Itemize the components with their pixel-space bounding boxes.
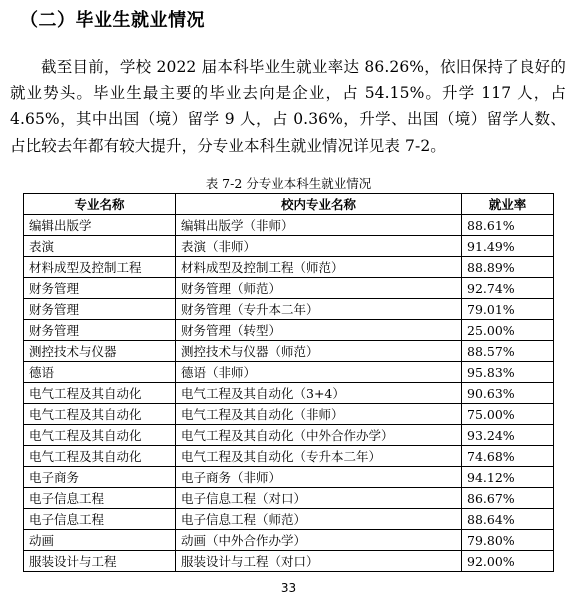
cell-major: 财务管理 — [24, 278, 176, 299]
cell-rate: 74.68% — [462, 446, 554, 467]
table-row — [24, 530, 554, 551]
table-row — [24, 299, 554, 320]
cell-school-major: 编辑出版学（非师） — [176, 215, 462, 236]
page-number: 33 — [280, 581, 297, 595]
cell-rate: 91.49% — [462, 236, 554, 257]
table-row — [24, 257, 554, 278]
cell-rate: 79.80% — [462, 530, 554, 551]
cell-rate: 79.01% — [462, 299, 554, 320]
cell-school-major: 电气工程及其自动化（中外合作办学） — [176, 425, 462, 446]
table-row — [24, 509, 554, 530]
cell-rate: 86.67% — [462, 488, 554, 509]
table-row — [24, 215, 554, 236]
cell-major: 电气工程及其自动化 — [24, 425, 176, 446]
table-row — [24, 488, 554, 509]
cell-major: 电子信息工程 — [24, 488, 176, 509]
employment-table — [23, 193, 554, 572]
cell-rate: 92.74% — [462, 278, 554, 299]
table-caption: 表 7-2 分专业本科生就业情况 — [205, 176, 372, 191]
cell-school-major: 动画（中外合作办学） — [176, 530, 462, 551]
cell-school-major: 电子商务（非师） — [176, 467, 462, 488]
cell-school-major: 测控技术与仪器（师范） — [176, 341, 462, 362]
cell-rate: 93.24% — [462, 425, 554, 446]
table-row — [24, 467, 554, 488]
table-row — [24, 551, 554, 572]
cell-major: 服装设计与工程 — [24, 551, 176, 572]
cell-major: 电气工程及其自动化 — [24, 446, 176, 467]
cell-rate: 88.64% — [462, 509, 554, 530]
cell-major: 编辑出版学 — [24, 215, 176, 236]
header-major: 专业名称 — [24, 194, 176, 215]
body-paragraph: 截至目前，学校 2022 届本科毕业生就业率达 86.26%，依旧保持了良好的就业势头。毕业生最主要的毕业去向是企业，占 54.15%。升学 117 人，占 4.65%，其中出国（境）留学 9 人，占 0.36%，升学、出国（境）留学人数、占比较去年都有较大提升，分专业本科生就业情况详见表 7-2。 — [10, 57, 566, 155]
cell-major: 电气工程及其自动化 — [24, 404, 176, 425]
cell-school-major: 材料成型及控制工程（师范） — [176, 257, 462, 278]
section-heading: （二）毕业生就业情况 — [20, 10, 205, 31]
cell-rate: 75.00% — [462, 404, 554, 425]
cell-school-major: 财务管理（转型） — [176, 320, 462, 341]
cell-major: 表演 — [24, 236, 176, 257]
cell-school-major: 电子信息工程（师范） — [176, 509, 462, 530]
header-school-major: 校内专业名称 — [176, 194, 462, 215]
cell-school-major: 财务管理（师范） — [176, 278, 462, 299]
table-header-row — [24, 194, 554, 215]
cell-major: 动画 — [24, 530, 176, 551]
cell-major: 电气工程及其自动化 — [24, 383, 176, 404]
cell-major: 财务管理 — [24, 299, 176, 320]
cell-school-major: 财务管理（专升本二年） — [176, 299, 462, 320]
cell-major: 材料成型及控制工程 — [24, 257, 176, 278]
cell-rate: 88.61% — [462, 215, 554, 236]
table-row — [24, 341, 554, 362]
cell-school-major: 电气工程及其自动化（3+4） — [176, 383, 462, 404]
table-row — [24, 383, 554, 404]
cell-rate: 90.63% — [462, 383, 554, 404]
table-row — [24, 404, 554, 425]
cell-school-major: 德语（非师） — [176, 362, 462, 383]
cell-major: 电子商务 — [24, 467, 176, 488]
cell-rate: 88.57% — [462, 341, 554, 362]
cell-school-major: 电气工程及其自动化（专升本二年） — [176, 446, 462, 467]
cell-major: 财务管理 — [24, 320, 176, 341]
cell-rate: 25.00% — [462, 320, 554, 341]
table-row — [24, 362, 554, 383]
table-row — [24, 320, 554, 341]
table-row — [24, 278, 554, 299]
table-row — [24, 425, 554, 446]
table-row — [24, 236, 554, 257]
cell-rate: 95.83% — [462, 362, 554, 383]
table-row — [24, 446, 554, 467]
cell-school-major: 服装设计与工程（对口） — [176, 551, 462, 572]
cell-major: 测控技术与仪器 — [24, 341, 176, 362]
table-body — [24, 215, 554, 572]
header-rate: 就业率 — [462, 194, 554, 215]
cell-major: 电子信息工程 — [24, 509, 176, 530]
cell-rate: 88.89% — [462, 257, 554, 278]
cell-school-major: 电子信息工程（对口） — [176, 488, 462, 509]
cell-major: 德语 — [24, 362, 176, 383]
cell-school-major: 表演（非师） — [176, 236, 462, 257]
cell-school-major: 电气工程及其自动化（非师） — [176, 404, 462, 425]
cell-rate: 94.12% — [462, 467, 554, 488]
cell-rate: 92.00% — [462, 551, 554, 572]
